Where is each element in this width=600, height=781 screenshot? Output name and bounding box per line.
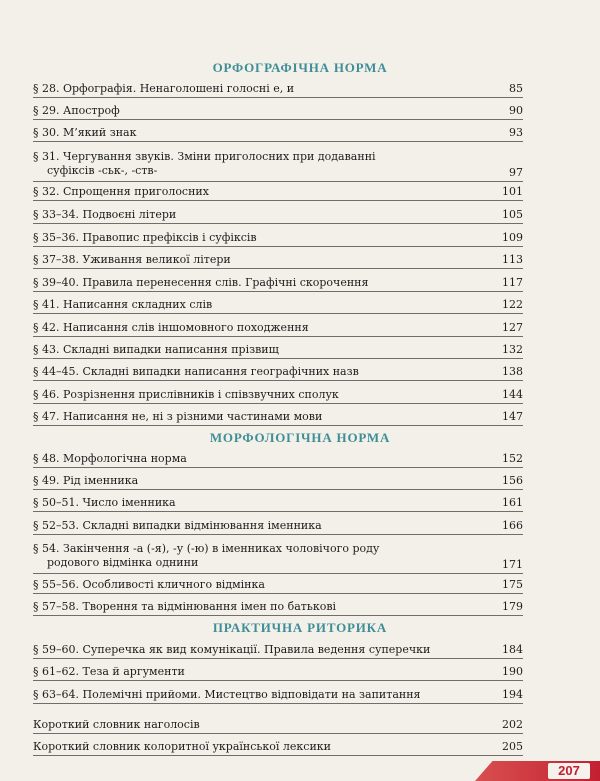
toc-entry-page: 175 <box>502 578 523 591</box>
toc-entry[interactable] <box>33 600 523 616</box>
toc-entry-page: 93 <box>509 126 523 139</box>
toc-entry-page: 113 <box>502 253 523 266</box>
section-title-rhetoric: ПРАКТИЧНА РИТОРИКА <box>212 620 388 635</box>
toc-entry[interactable] <box>33 365 523 381</box>
toc-entry[interactable] <box>33 665 523 681</box>
page-number: 207 <box>548 763 590 779</box>
toc-entry-title-line2: родового відмінка однини <box>47 556 199 569</box>
toc-entry[interactable] <box>33 231 523 247</box>
toc-entry-title: § 46. Розрізнення прислівників і співзвучних сполук <box>33 388 339 401</box>
toc-entry-page: 202 <box>502 718 523 731</box>
toc-entry-title: § 50–51. Число іменника <box>33 496 176 509</box>
toc-entry-page: 109 <box>502 231 523 244</box>
toc-entry[interactable] <box>33 126 523 142</box>
toc-entry-title: § 29. Апостроф <box>33 104 120 117</box>
toc-entry-title: § 28. Орфографія. Ненаголошені голосні е, и <box>33 82 295 95</box>
toc-entry-title: § 54. Закінчення -а (-я), -у (-ю) в іменниках чоловічого роду <box>33 542 380 555</box>
toc-entry-title: Короткий словник колоритної української лексики <box>33 740 331 753</box>
section-title-orthography: ОРФОГРАФІЧНА НОРМА <box>212 60 388 75</box>
toc-entry-page: 85 <box>509 82 523 95</box>
toc-entry[interactable] <box>33 104 523 120</box>
section-title-morphology: МОРФОЛОГІЧНА НОРМА <box>209 430 391 445</box>
toc-entry-page: 152 <box>502 452 523 465</box>
toc-entry-title: § 39–40. Правила перенесення слів. Графічні скорочення <box>33 276 369 289</box>
toc-entry-title: § 33–34. Подвоєні літери <box>33 208 177 221</box>
toc-entry[interactable] <box>33 519 523 535</box>
toc-entry-page: 138 <box>502 365 523 378</box>
toc-entry[interactable] <box>33 643 523 659</box>
toc-entry[interactable] <box>33 185 523 201</box>
toc-entry[interactable] <box>33 253 523 269</box>
toc-entry-title: § 55–56. Особливості кличного відмінка <box>33 578 265 591</box>
toc-entry[interactable] <box>33 82 523 98</box>
toc-entry-page: 179 <box>502 600 523 613</box>
toc-entry[interactable] <box>33 343 523 359</box>
toc-entry-page: 147 <box>502 410 523 423</box>
toc-entry-page: 132 <box>502 343 523 356</box>
toc-entry[interactable] <box>33 578 523 594</box>
toc-entry-title: § 57–58. Творення та відмінювання імен по батькові <box>33 600 337 613</box>
toc-entry-page: 205 <box>502 740 523 753</box>
toc-entry-title: § 44–45. Складні випадки написання географічних назв <box>33 365 359 378</box>
toc-entry-page: 97 <box>509 166 523 179</box>
toc-entry-page: 117 <box>502 276 523 289</box>
toc-entry-page: 144 <box>502 388 523 401</box>
toc-entry-title: Короткий словник наголосів <box>33 718 200 731</box>
toc-entry[interactable] <box>33 150 523 182</box>
toc-entry-title: § 30. М’який знак <box>33 126 137 139</box>
toc-entry-title-line2: суфіксів -ськ-, -ств- <box>47 164 158 177</box>
toc-entry-title: § 61–62. Теза й аргументи <box>33 665 185 678</box>
toc-entry-title: § 47. Написання не, ні з різними частинами мови <box>33 410 323 423</box>
toc-entry-title: § 63–64. Полемічні прийоми. Мистецтво відповідати на запитання <box>33 688 421 701</box>
toc-entry[interactable] <box>33 452 523 468</box>
toc-entry-title: § 49. Рід іменника <box>33 474 139 487</box>
toc-entry-appendix[interactable] <box>33 718 523 734</box>
toc-entry[interactable] <box>33 410 523 426</box>
toc-entry[interactable] <box>33 496 523 512</box>
toc-entry-page: 194 <box>502 688 523 701</box>
toc-entry-page: 171 <box>502 558 523 571</box>
toc-entry-page: 161 <box>502 496 523 509</box>
toc-entry-title: § 48. Морфологічна норма <box>33 452 187 465</box>
toc-entry-page: 127 <box>502 321 523 334</box>
toc-entry[interactable] <box>33 688 523 704</box>
toc-entry-page: 101 <box>502 185 523 198</box>
toc-entry-title: § 41. Написання складних слів <box>33 298 213 311</box>
toc-entry-appendix[interactable] <box>33 740 523 756</box>
toc-entry-title: § 59–60. Суперечка як вид комунікації. Правила ведення суперечки <box>33 643 431 656</box>
toc-entry-page: 190 <box>502 665 523 678</box>
toc-entry-page: 166 <box>502 519 523 532</box>
toc-entry-title: § 42. Написання слів іншомовного походження <box>33 321 309 334</box>
toc-entry[interactable] <box>33 542 523 574</box>
toc-entry[interactable] <box>33 208 523 224</box>
toc-entry[interactable] <box>33 321 523 337</box>
toc-entry-title: § 31. Чергування звуків. Зміни приголосних при додаванні <box>33 150 376 163</box>
toc-entry-page: 122 <box>502 298 523 311</box>
toc-entry-page: 184 <box>502 643 523 656</box>
toc-entry-page: 156 <box>502 474 523 487</box>
toc-entry-title: § 52–53. Складні випадки відмінювання іменника <box>33 519 322 532</box>
toc-entry[interactable] <box>33 474 523 490</box>
toc-entry[interactable] <box>33 388 523 404</box>
toc-entry[interactable] <box>33 298 523 314</box>
toc-entry-title: § 37–38. Уживання великої літери <box>33 253 231 266</box>
toc-entry-title: § 35–36. Правопис префіксів і суфіксів <box>33 231 257 244</box>
toc-entry-title: § 43. Складні випадки написання прізвищ <box>33 343 279 356</box>
toc-entry-page: 105 <box>502 208 523 221</box>
toc-entry-title: § 32. Спрощення приголосних <box>33 185 209 198</box>
toc-entry-page: 90 <box>509 104 523 117</box>
toc-entry[interactable] <box>33 276 523 292</box>
